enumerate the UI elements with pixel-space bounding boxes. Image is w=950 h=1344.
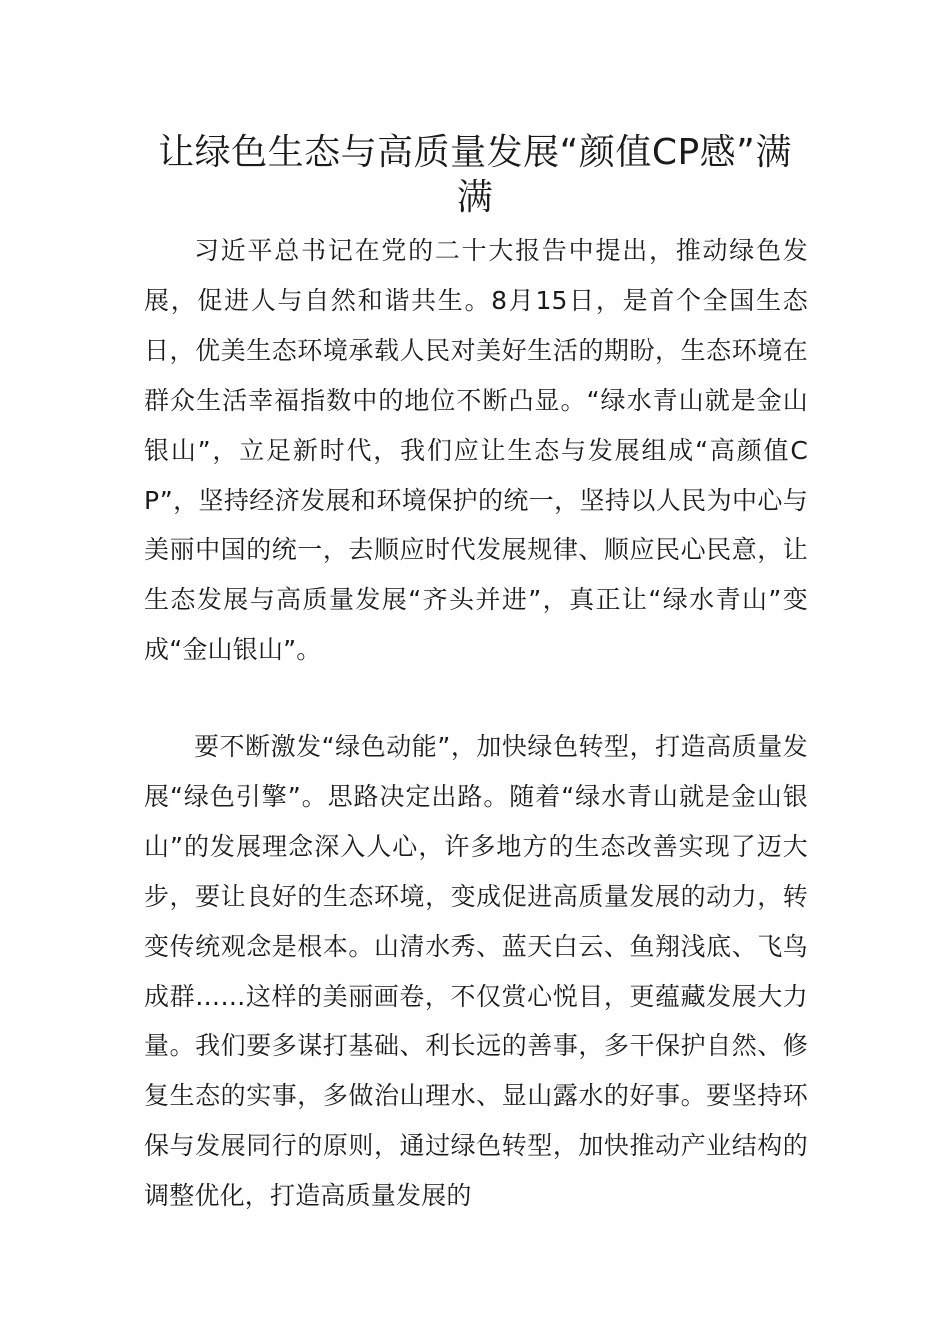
- document-title: 让绿色生态与高质量发展“颜值CP感”满满: [158, 132, 792, 218]
- paragraph-1: 习近平总书记在党的二十大报告中提出，推动绿色发展，促进人与自然和谐共生。8月15日，是首个全国生态日，优美生态环境承载人民对美好生活的期盼，生态环境在群众生活幸福指数中的地位不断凸显。“绿水青山就是金山银山”，立足新时代，我们应让生态与发展组成“高颜值CP”，坚持经济发展和环境保护的统一，坚持以人民为中心与美丽中国的统一，去顺应时代发展规律、顺应民心民意，让生态发展与高质量发展“齐头并进”，真正让“绿水青山”变成“金山银山”。: [144, 236, 808, 665]
- paragraph-2: 要不断激发“绿色动能”，加快绿色转型，打造高质量发展“绿色引擎”。思路决定出路。随着“绿水青山就是金山银山”的发展理念深入人心，许多地方的生态改善实现了迈大步，要让良好的生态环境，变成促进高质量发展的动力，转变传统观念是根本。山清水秀、蓝天白云、鱼翔浅底、飞鸟成群……这样的美丽画卷，不仅赏心悦目，更蕴藏发展大力量。我们要多谋打基础、利长远的善事，多干保护自然、修复生态的实事，多做治山理水、显山露水的好事。要坚持环保与发展同行的原则，通过绿色转型，加快推动产业结构的调整优化，打造高质量发展的: [144, 732, 808, 1211]
